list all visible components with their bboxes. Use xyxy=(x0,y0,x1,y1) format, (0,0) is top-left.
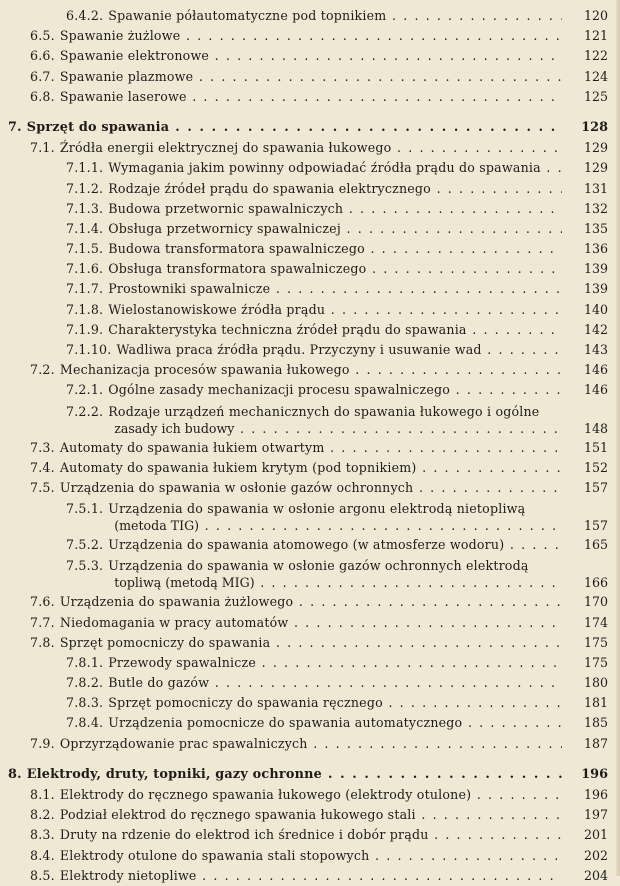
toc-page-number: 157 xyxy=(562,478,608,498)
toc-entry-text: Budowa transformatora spawalniczego xyxy=(108,241,365,257)
toc-entry-number: 7.1.2. xyxy=(66,180,104,196)
toc-page-number: 122 xyxy=(562,46,608,66)
toc-entry-title xyxy=(66,653,568,673)
toc-entry-text: Spawanie elektronowe xyxy=(59,48,210,64)
toc-subsection-row[interactable] xyxy=(0,653,620,673)
toc-entry-text: Automaty do spawania łukiem krytym (pod topnikiem) xyxy=(59,459,417,475)
toc-entry-number: 7.2.1. xyxy=(66,382,104,398)
toc-entry-text: Budowa przetwornic spawalniczych xyxy=(108,200,344,216)
toc-entry-text: Ogólne zasady mechanizacji procesu spawalniczego xyxy=(108,382,451,398)
toc-page-number: 129 xyxy=(562,158,608,178)
toc-page-number: 181 xyxy=(562,693,608,713)
toc-page-number: 170 xyxy=(562,592,608,612)
toc-entry-title xyxy=(30,46,568,66)
toc-page-number: 148 xyxy=(562,419,608,438)
toc-entry-number: 7.1.7. xyxy=(66,281,104,297)
toc-entry-title xyxy=(66,199,568,219)
toc-chapter-row[interactable] xyxy=(0,765,620,785)
toc-entry-title xyxy=(66,259,568,279)
toc-page-number: 174 xyxy=(562,613,608,633)
toc-page-number: 121 xyxy=(562,26,608,46)
toc-page-number: 146 xyxy=(562,380,608,400)
toc-page-number: 131 xyxy=(562,179,608,199)
toc-entry-number: 7.1.8. xyxy=(66,301,104,317)
table-of-contents xyxy=(0,6,620,886)
toc-entry-number: 6.5. xyxy=(30,28,55,44)
toc-entry-text: Mechanizacja procesów spawania łukowego xyxy=(59,362,350,378)
toc-entry-title xyxy=(30,592,568,612)
toc-entry-title xyxy=(8,765,568,785)
toc-entry-number: 7.6. xyxy=(30,594,55,610)
toc-entry-number: 7.8.2. xyxy=(66,675,104,691)
toc-entry-number: 8.2. xyxy=(30,807,55,823)
toc-entry-title xyxy=(66,555,568,574)
chapter-gap xyxy=(0,107,620,118)
toc-entry-number: 7.4. xyxy=(30,459,55,475)
toc-page-number: 136 xyxy=(562,239,608,259)
toc-page-number: 185 xyxy=(562,713,608,733)
toc-entry-title xyxy=(66,320,568,340)
toc-page-number: 157 xyxy=(562,516,608,535)
toc-entry-number: 7.7. xyxy=(30,614,55,630)
toc-entry-number: 7.1.5. xyxy=(66,241,104,257)
toc-entry-text: Prostowniki spawalnicze xyxy=(108,281,271,297)
toc-entry-number: 7.1.6. xyxy=(66,261,104,277)
toc-entry-text: Rodzaje źródeł prądu do spawania elektrycznego xyxy=(108,180,431,196)
toc-section-row[interactable] xyxy=(0,846,620,866)
toc-entry-title xyxy=(8,118,568,138)
toc-entry-title xyxy=(66,673,568,693)
toc-page-number: 132 xyxy=(562,199,608,219)
toc-subsection-row[interactable] xyxy=(0,401,620,438)
toc-entry-title xyxy=(30,458,568,478)
toc-subsection-row[interactable] xyxy=(0,340,620,360)
toc-section-row[interactable] xyxy=(0,613,620,633)
toc-entry-text: Urządzenia pomocnicze do spawania automatycznego xyxy=(108,715,463,731)
toc-entry-text: Elektrody do ręcznego spawania łukowego (elektrody otulone) xyxy=(59,787,472,802)
toc-entry-number: 6.6. xyxy=(30,48,55,64)
toc-entry-title xyxy=(30,734,568,754)
toc-page-number: 120 xyxy=(562,6,608,26)
toc-page-number: 197 xyxy=(562,805,608,825)
toc-section-row[interactable] xyxy=(0,67,620,87)
toc-subsection-row[interactable] xyxy=(0,535,620,555)
toc-entry-number: 6.4.2. xyxy=(66,8,104,23)
toc-section-row[interactable] xyxy=(0,138,620,158)
toc-entry-number: 7.5. xyxy=(30,479,55,495)
toc-subsection-row[interactable] xyxy=(0,380,620,400)
toc-page-number: 196 xyxy=(562,765,608,785)
toc-entry-number: 8. xyxy=(8,766,22,782)
toc-entry-title xyxy=(66,179,568,199)
toc-subsection-row[interactable] xyxy=(0,239,620,259)
toc-section-row[interactable] xyxy=(0,734,620,754)
toc-entry-number: 7.8.1. xyxy=(66,654,104,670)
toc-entry-title xyxy=(30,478,568,498)
toc-entry-text: Obsługa przetwornicy spawalniczej xyxy=(108,220,341,236)
toc-chapter-row[interactable] xyxy=(0,118,620,138)
toc-entry-title xyxy=(66,498,568,517)
toc-page-number: 142 xyxy=(562,320,608,340)
toc-entry-title xyxy=(30,633,568,653)
toc-subsection-row[interactable] xyxy=(0,300,620,320)
toc-entry-title xyxy=(30,438,568,458)
toc-page-number: 165 xyxy=(562,535,608,555)
toc-page-number: 204 xyxy=(562,866,608,886)
toc-entry-number: 7.5.1. xyxy=(66,501,104,517)
toc-page-number: 180 xyxy=(562,673,608,693)
toc-entry-number: 6.8. xyxy=(30,88,55,104)
toc-page-number: 202 xyxy=(562,846,608,866)
toc-entry-title xyxy=(30,785,568,805)
toc-entry-text: Oprzyrządowanie prac spawalniczych xyxy=(59,735,308,751)
toc-section-row[interactable] xyxy=(0,87,620,107)
toc-entry-text: Sprzęt do spawania xyxy=(26,119,170,135)
toc-entry-title xyxy=(66,279,568,299)
toc-entry-text: Elektrody nietopliwe xyxy=(59,867,197,883)
toc-section-row[interactable] xyxy=(0,592,620,612)
toc-entry-number: 7.5.2. xyxy=(66,537,104,553)
toc-page-number: 139 xyxy=(562,279,608,299)
toc-subsection-row[interactable] xyxy=(0,713,620,733)
toc-entry-number: 7.1.3. xyxy=(66,200,104,216)
toc-entry-title xyxy=(30,87,568,107)
toc-subsection-row[interactable] xyxy=(0,219,620,239)
toc-page-number: 187 xyxy=(562,734,608,754)
toc-subsection-row[interactable] xyxy=(0,179,620,199)
toc-entry-text: Rodzaje urządzeń mechanicznych do spawania łukowego i ogólne xyxy=(108,403,540,419)
toc-subsection-row[interactable] xyxy=(0,498,620,535)
toc-entry-title xyxy=(66,158,568,178)
toc-entry-title xyxy=(30,825,568,845)
toc-entry-text: Urządzenia do spawania w osłonie argonu elektrodą nietopliwą xyxy=(108,501,526,517)
toc-page-number: 166 xyxy=(562,573,608,592)
toc-entry-title xyxy=(66,219,568,239)
toc-section-row[interactable] xyxy=(0,478,620,498)
toc-entry-number: 7.9. xyxy=(30,735,55,751)
toc-entry-text: Urządzenia do spawania żużlowego xyxy=(59,594,294,610)
toc-entry-title xyxy=(66,535,568,555)
toc-entry-text: Urządzenia do spawania w osłonie gazów ochronnych xyxy=(59,479,414,495)
toc-entry-title xyxy=(30,138,568,158)
toc-entry-text: Wadliwa praca źródła prądu. Przyczyny i usuwanie wad xyxy=(116,342,482,357)
chapter-gap xyxy=(0,754,620,765)
toc-entry-title xyxy=(30,805,568,825)
toc-entry-text: Wielostanowiskowe źródła prądu xyxy=(108,301,326,317)
toc-entry-text: Charakterystyka techniczna źródeł prądu do spawania xyxy=(108,321,467,337)
toc-entry-title xyxy=(30,613,568,633)
toc-entry-title xyxy=(66,239,568,259)
toc-subsection-row[interactable] xyxy=(0,693,620,713)
toc-entry-number: 7.2.2. xyxy=(66,403,104,419)
toc-entry-number: 7.3. xyxy=(30,439,55,455)
toc-section-row[interactable] xyxy=(0,46,620,66)
toc-entry-text: Niedomagania w pracy automatów xyxy=(59,614,289,630)
toc-subsection-row[interactable] xyxy=(0,673,620,693)
toc-entry-number: 8.4. xyxy=(30,847,55,863)
toc-entry-text: Przewody spawalnicze xyxy=(108,654,257,670)
toc-section-row[interactable] xyxy=(0,438,620,458)
toc-entry-text: Automaty do spawania łukiem otwartym xyxy=(59,439,325,455)
toc-page-number: 139 xyxy=(562,259,608,279)
toc-entry-title xyxy=(30,360,568,380)
toc-entry-text: Elektrody otulone do spawania stali stopowych xyxy=(59,847,370,863)
toc-entry-text: Sprzęt pomocniczy do spawania ręcznego xyxy=(108,695,383,711)
toc-section-row[interactable] xyxy=(0,458,620,478)
toc-entry-text-continued: topliwą (metodą MIG) . . . xyxy=(114,573,568,592)
toc-page-number: 146 xyxy=(562,360,608,380)
toc-entry-title xyxy=(30,26,568,46)
toc-entry-number: 8.5. xyxy=(30,867,55,883)
toc-subsection-row[interactable] xyxy=(0,259,620,279)
toc-entry-title xyxy=(66,401,568,420)
toc-section-row[interactable] xyxy=(0,825,620,845)
toc-page-number: 175 xyxy=(562,633,608,653)
toc-entry-text: Sprzęt pomocniczy do spawania xyxy=(59,634,271,650)
toc-entry-number: 8.1. xyxy=(30,787,55,802)
toc-page-number: 175 xyxy=(562,653,608,673)
toc-entry-number: 7.1.9. xyxy=(66,321,104,337)
toc-section-row[interactable] xyxy=(0,805,620,825)
toc-entry-text: Urządzenia do spawania w osłonie gazów ochronnych elektrodą xyxy=(108,558,529,574)
toc-entry-number: 7.1.4. xyxy=(66,220,104,236)
toc-entry-text-continued: zasady ich budowy . . . xyxy=(114,419,568,438)
toc-entry-title xyxy=(66,693,568,713)
toc-section-row[interactable] xyxy=(0,360,620,380)
toc-subsection-row[interactable] xyxy=(0,279,620,299)
toc-entry-text: Podział elektrod do ręcznego spawania łukowego stali xyxy=(59,807,416,823)
toc-entry-text: Druty na rdzenie do elektrod ich średnice i dobór prądu xyxy=(59,827,429,843)
toc-entry-text: Spawanie półautomatyczne pod topnikiem xyxy=(108,8,387,23)
toc-entry-text: Spawanie laserowe xyxy=(59,88,187,104)
toc-entry-text-continued: (metoda TIG) . . . xyxy=(114,516,568,535)
toc-entry-title xyxy=(30,846,568,866)
toc-section-row[interactable] xyxy=(0,26,620,46)
toc-entry-number: 7.8.3. xyxy=(66,695,104,711)
toc-page-number: 125 xyxy=(562,87,608,107)
toc-page-number: 128 xyxy=(562,118,608,138)
toc-page-number: 135 xyxy=(562,219,608,239)
toc-entry-number: 7.8. xyxy=(30,634,55,650)
toc-entry-title xyxy=(66,300,568,320)
toc-entry-text: Źródła energii elektrycznej do spawania łukowego xyxy=(59,140,392,156)
toc-entry-number: 7.8.4. xyxy=(66,715,104,731)
toc-entry-number: 7.5.3. xyxy=(66,558,104,574)
toc-entry-number: 8.3. xyxy=(30,827,55,843)
toc-entry-text: Urządzenia do spawania atomowego (w atmosferze wodoru) xyxy=(108,537,505,553)
toc-subsection-row[interactable] xyxy=(0,158,620,178)
toc-page-number: 152 xyxy=(562,458,608,478)
toc-entry-number: 7.1. xyxy=(30,140,55,156)
toc-section-row[interactable] xyxy=(0,633,620,653)
toc-entry-text: Spawanie żużlowe xyxy=(59,28,181,44)
toc-entry-text: Wymagania jakim powinny odpowiadać źródła prądu do spawania xyxy=(108,160,541,176)
toc-page-number: 201 xyxy=(562,825,608,845)
toc-page-number: 129 xyxy=(562,138,608,158)
toc-entry-text: Obsługa transformatora spawalniczego xyxy=(108,261,367,277)
toc-subsection-row[interactable] xyxy=(0,199,620,219)
toc-entry-title xyxy=(66,340,568,360)
toc-entry-text: Elektrody, druty, topniki, gazy ochronne xyxy=(26,766,322,782)
toc-entry-title xyxy=(30,67,568,87)
toc-section-row[interactable] xyxy=(0,785,620,805)
toc-page-number: 196 xyxy=(562,785,608,805)
toc-entry-title xyxy=(66,713,568,733)
toc-entry-number: 6.7. xyxy=(30,68,55,84)
toc-entry-title xyxy=(66,6,568,26)
toc-entry-number: 7.1.1. xyxy=(66,160,104,176)
toc-page-number: 151 xyxy=(562,438,608,458)
toc-entry-number: 7. xyxy=(8,119,22,135)
toc-entry-title xyxy=(66,380,568,400)
toc-entry-text: Butle do gazów xyxy=(108,675,210,691)
toc-subsection-row[interactable] xyxy=(0,320,620,340)
toc-entry-number: 7.2. xyxy=(30,362,55,378)
page-edge xyxy=(616,0,620,876)
toc-entry-text: Spawanie plazmowe xyxy=(59,68,194,84)
toc-subsection-row[interactable] xyxy=(0,6,620,26)
toc-entry-number: 7.1.10. xyxy=(66,342,112,357)
toc-page-number: 140 xyxy=(562,300,608,320)
toc-page-number: 143 xyxy=(562,340,608,360)
toc-subsection-row[interactable] xyxy=(0,555,620,592)
toc-page-number: 124 xyxy=(562,67,608,87)
